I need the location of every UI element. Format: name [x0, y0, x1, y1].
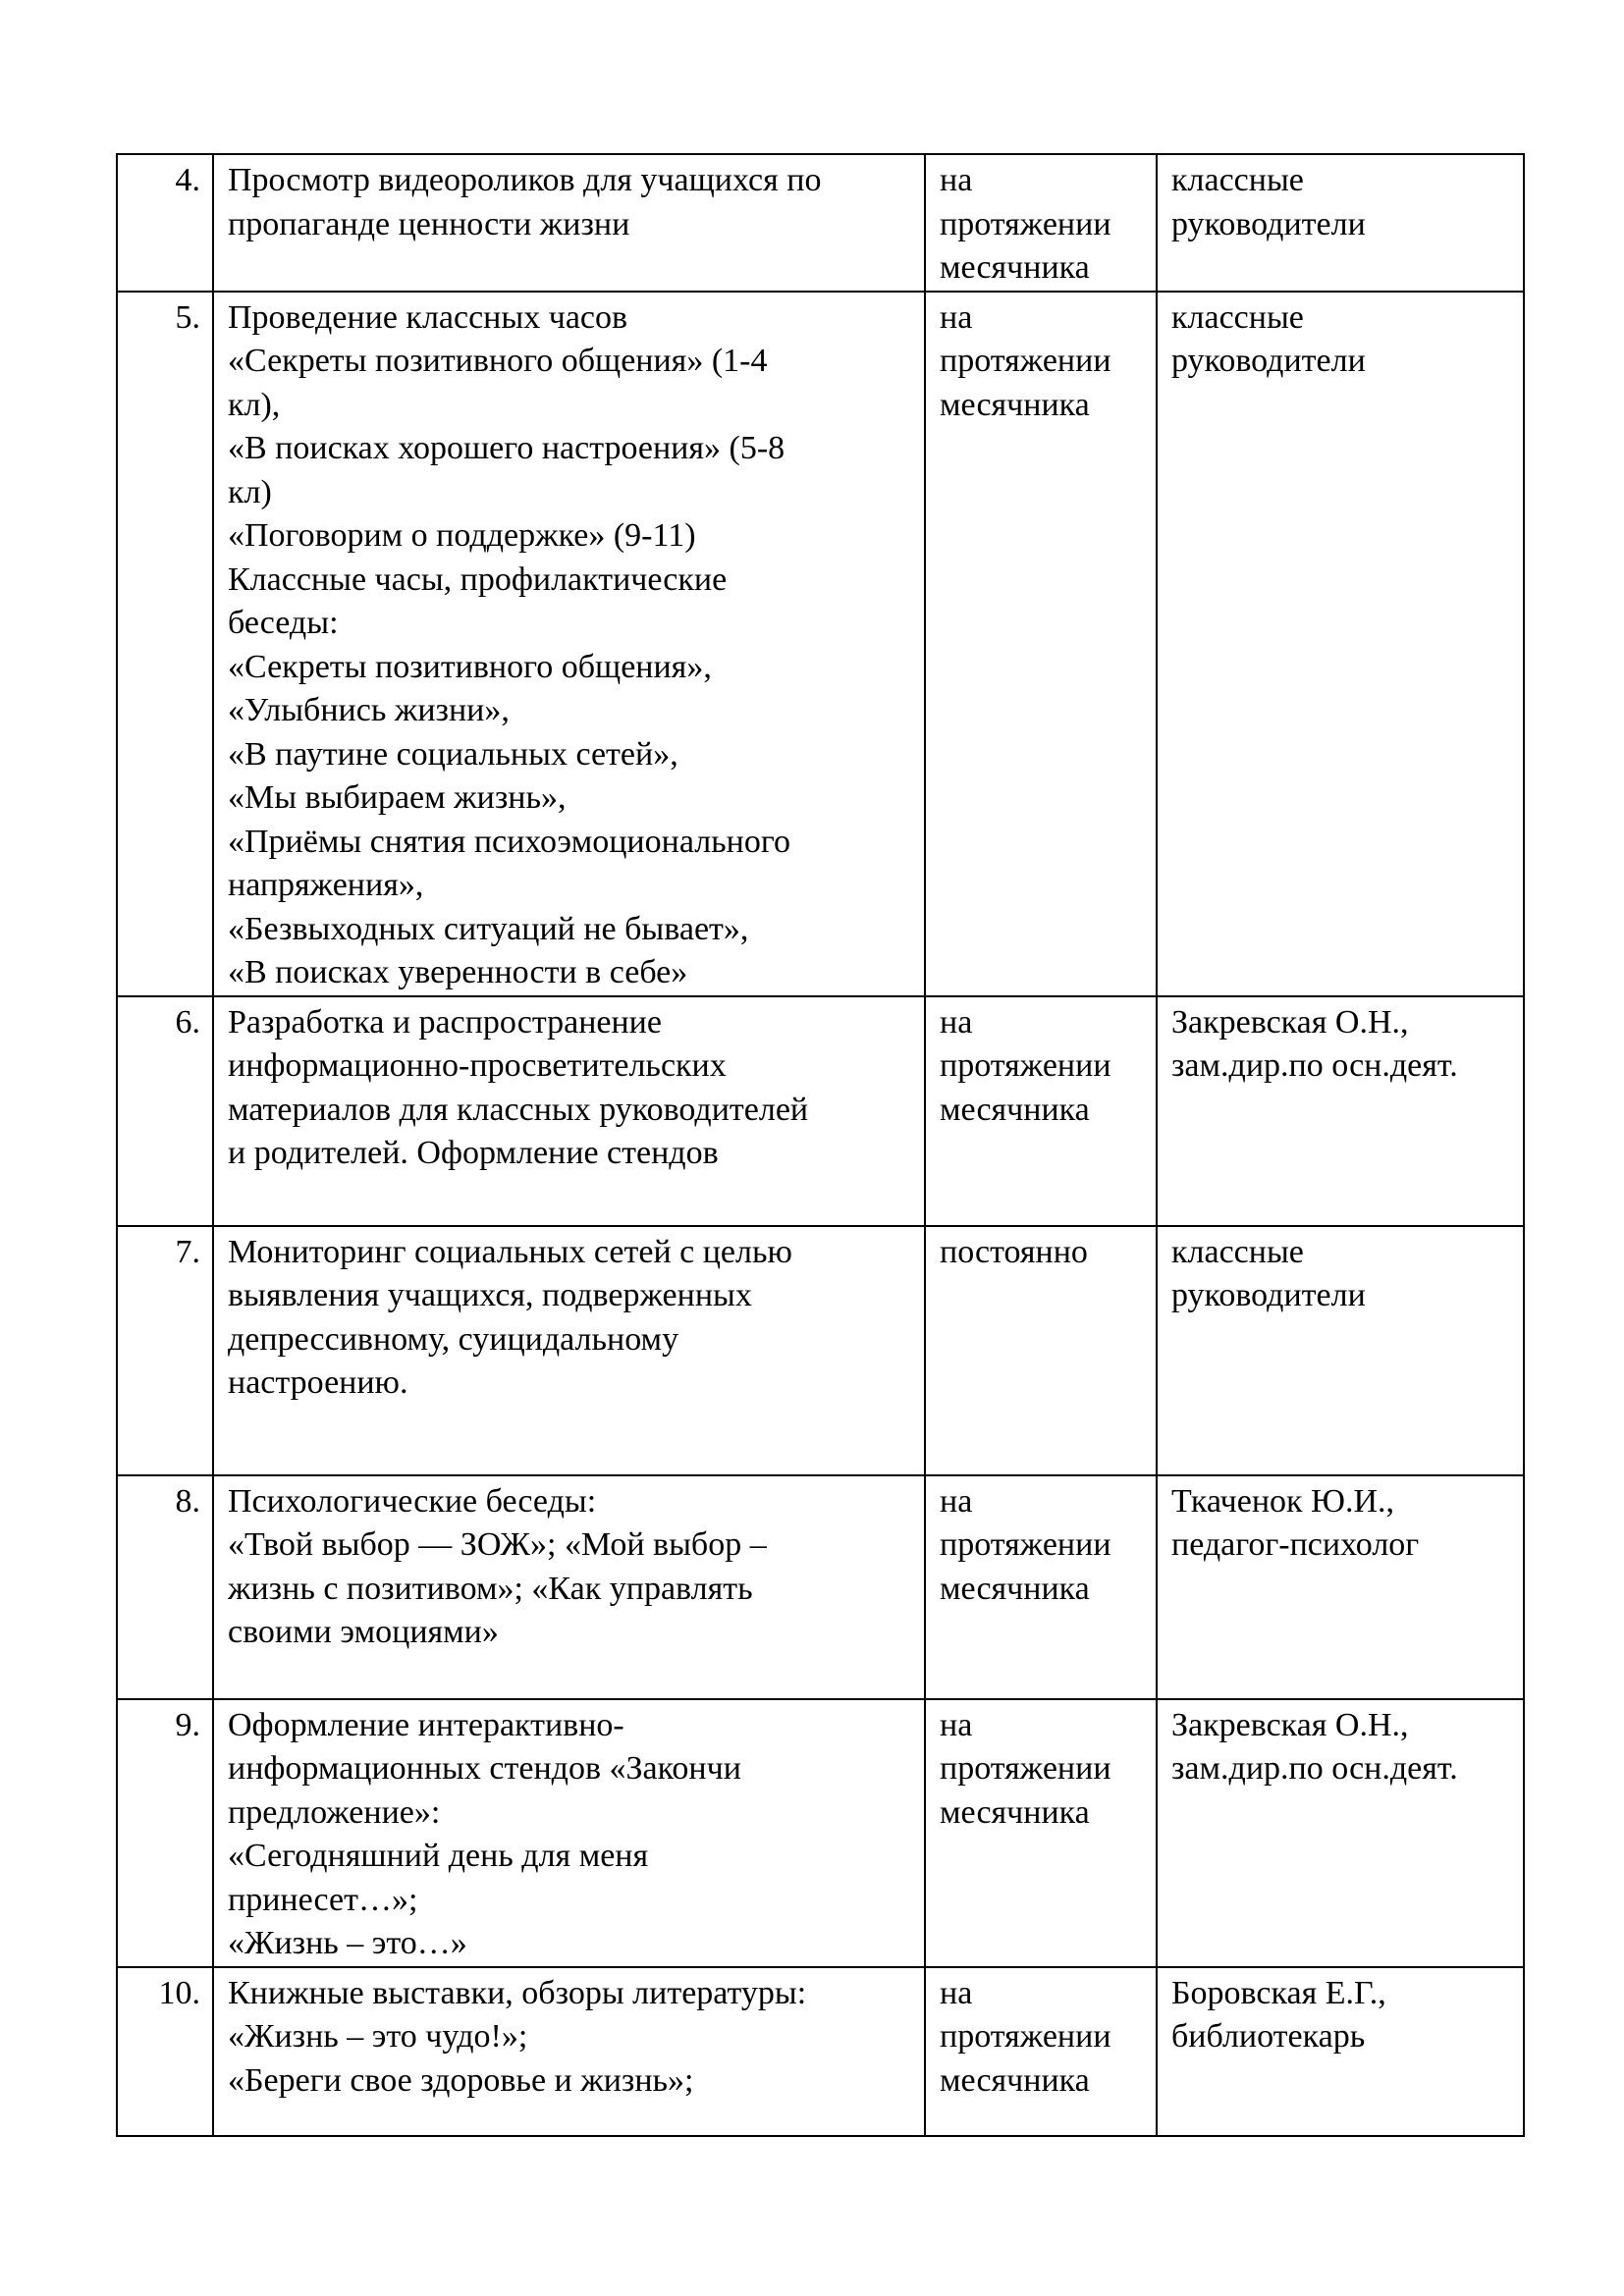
event-cell-line: кл), — [228, 386, 281, 423]
responsible-cell-line: педагог-психолог — [1171, 1526, 1420, 1563]
event-cell — [213, 292, 925, 996]
when-cell-line: месячника — [940, 1091, 1090, 1128]
when-cell-line: на — [940, 1482, 973, 1520]
event-cell-line: «Мы выбираем жизнь», — [228, 779, 567, 816]
responsible-cell-line: классные — [1171, 162, 1304, 198]
responsible-cell-line: Ткаченок Ю.И., — [1171, 1482, 1395, 1520]
event-cell-line: кл) — [228, 473, 272, 510]
table-row — [117, 1226, 1524, 1475]
event-cell-line: и родителей. Оформление стендов — [228, 1135, 719, 1171]
event-cell-line: беседы: — [228, 605, 339, 641]
event-cell-line: «Сегодняшний день для меня — [228, 1838, 649, 1874]
table-row — [117, 1967, 1524, 2136]
when-cell — [925, 292, 1157, 996]
event-cell-line: информационно-просветительских — [228, 1047, 727, 1084]
event-cell-line: материалов для классных руководителей — [228, 1091, 809, 1128]
event-cell-line: Проведение классных часов — [228, 298, 628, 336]
event-cell-line: «В поисках хорошего настроения» (5-8 — [228, 430, 785, 466]
when-cell-line: протяжении — [940, 2018, 1111, 2055]
when-cell-line: на — [940, 1706, 973, 1743]
responsible-cell-line: зам.дир.по осн.деят. — [1171, 1750, 1458, 1787]
row-number: 10. — [117, 1967, 213, 2136]
event-cell-line: «Поговорим о поддержке» (9-11) — [228, 517, 696, 554]
responsible-cell-line: Закревская О.Н., — [1171, 1706, 1409, 1743]
responsible-cell-line: библиотекарь — [1171, 2018, 1366, 2055]
when-cell-line: на — [940, 162, 973, 198]
when-cell — [925, 154, 1157, 292]
event-cell-line: предложение»: — [228, 1793, 441, 1831]
when-cell-line: протяжении — [940, 205, 1111, 242]
table-row — [117, 1475, 1524, 1699]
event-cell-line: «Береги свое здоровье и жизнь»; — [228, 2061, 694, 2099]
row-number: 9. — [117, 1699, 213, 1967]
when-cell — [925, 996, 1157, 1226]
event-cell — [213, 1699, 925, 1967]
event-cell-line: депрессивному, суицидальному — [228, 1320, 679, 1358]
responsible-cell-line: руководители — [1171, 1277, 1366, 1313]
when-cell-line: протяжении — [940, 1526, 1111, 1563]
responsible-cell-line: руководители — [1171, 205, 1366, 242]
event-cell-line: «Жизнь – это чудо!»; — [228, 2018, 528, 2055]
event-cell-line: «Секреты позитивного общения», — [228, 648, 712, 685]
event-cell-line: Оформление интерактивно- — [228, 1706, 624, 1743]
event-cell — [213, 996, 925, 1226]
when-cell-line: на — [940, 1003, 973, 1041]
responsible-cell — [1157, 292, 1524, 996]
responsible-cell-line: классные — [1171, 298, 1304, 336]
row-number: 4. — [117, 154, 213, 292]
event-cell-line: Классные часы, профилактические — [228, 561, 728, 598]
table-row — [117, 996, 1524, 1226]
responsible-cell — [1157, 1699, 1524, 1967]
row-number: 5. — [117, 292, 213, 996]
event-cell-line: «Жизнь – это…» — [228, 1925, 467, 1961]
event-cell-line: настроению. — [228, 1364, 408, 1401]
event-cell-line: Психологические беседы: — [228, 1482, 597, 1520]
event-cell-line: напряжения», — [228, 867, 424, 903]
responsible-cell-line: классные — [1171, 1233, 1304, 1270]
event-cell-line: «В паутине социальных сетей», — [228, 735, 678, 773]
responsible-cell-line: Боровская Е.Г., — [1171, 1974, 1386, 2011]
event-cell-line: «В поисках уверенности в себе» — [228, 954, 688, 990]
when-cell-line: месячника — [940, 1570, 1090, 1607]
when-cell — [925, 1699, 1157, 1967]
event-cell-line: принесет…»; — [228, 1881, 418, 1918]
when-cell — [925, 1967, 1157, 2136]
when-cell-line: месячника — [940, 1793, 1090, 1831]
event-cell — [213, 1475, 925, 1699]
events-table-body — [117, 154, 1524, 2136]
events-table — [116, 153, 1525, 2137]
event-cell-line: своими эмоциями» — [228, 1614, 499, 1650]
table-row — [117, 154, 1524, 292]
event-cell-line: информационных стендов «Закончи — [228, 1750, 741, 1787]
when-cell — [925, 1475, 1157, 1699]
when-cell — [925, 1226, 1157, 1475]
responsible-cell-line: Закревская О.Н., — [1171, 1003, 1409, 1041]
responsible-cell-line: руководители — [1171, 343, 1366, 379]
responsible-cell-line: зам.дир.по осн.деят. — [1171, 1047, 1458, 1084]
event-cell-line: «Улыбнись жизни», — [228, 692, 510, 728]
row-number: 8. — [117, 1475, 213, 1699]
responsible-cell — [1157, 996, 1524, 1226]
event-cell-line: Книжные выставки, обзоры литературы: — [228, 1974, 807, 2011]
responsible-cell — [1157, 154, 1524, 292]
table-row — [117, 1699, 1524, 1967]
when-cell-line: месячника — [940, 2061, 1090, 2099]
when-cell-line: протяжении — [940, 1047, 1111, 1084]
event-cell — [213, 154, 925, 292]
event-cell — [213, 1226, 925, 1475]
responsible-cell — [1157, 1226, 1524, 1475]
event-cell-line: Мониторинг социальных сетей с целью — [228, 1233, 792, 1270]
row-number: 7. — [117, 1226, 213, 1475]
event-cell-line: Разработка и распространение — [228, 1003, 662, 1041]
table-row — [117, 292, 1524, 996]
when-cell-line: месячника — [940, 386, 1090, 423]
when-cell-line: протяжении — [940, 343, 1111, 379]
when-cell-line: постоянно — [940, 1233, 1088, 1270]
when-cell-line: на — [940, 298, 973, 336]
event-cell-line: «Секреты позитивного общения» (1-4 — [228, 343, 768, 379]
event-cell-line: «Твой выбор — ЗОЖ»; «Мой выбор – — [228, 1526, 767, 1563]
event-cell-line: выявления учащихся, подверженных — [228, 1277, 752, 1313]
row-number: 6. — [117, 996, 213, 1226]
when-cell-line: на — [940, 1974, 973, 2011]
event-cell-line: жизнь с позитивом»; «Как управлять — [228, 1570, 753, 1607]
event-cell-line: пропаганде ценности жизни — [228, 205, 630, 242]
event-cell — [213, 1967, 925, 2136]
responsible-cell — [1157, 1475, 1524, 1699]
when-cell-line: месячника — [940, 249, 1090, 286]
responsible-cell — [1157, 1967, 1524, 2136]
when-cell-line: протяжении — [940, 1750, 1111, 1787]
event-cell-line: «Безвыходных ситуаций не бывает», — [228, 910, 749, 947]
event-cell-line: «Приёмы снятия психоэмоционального — [228, 823, 790, 860]
event-cell-line: Просмотр видеороликов для учащихся по — [228, 162, 822, 198]
